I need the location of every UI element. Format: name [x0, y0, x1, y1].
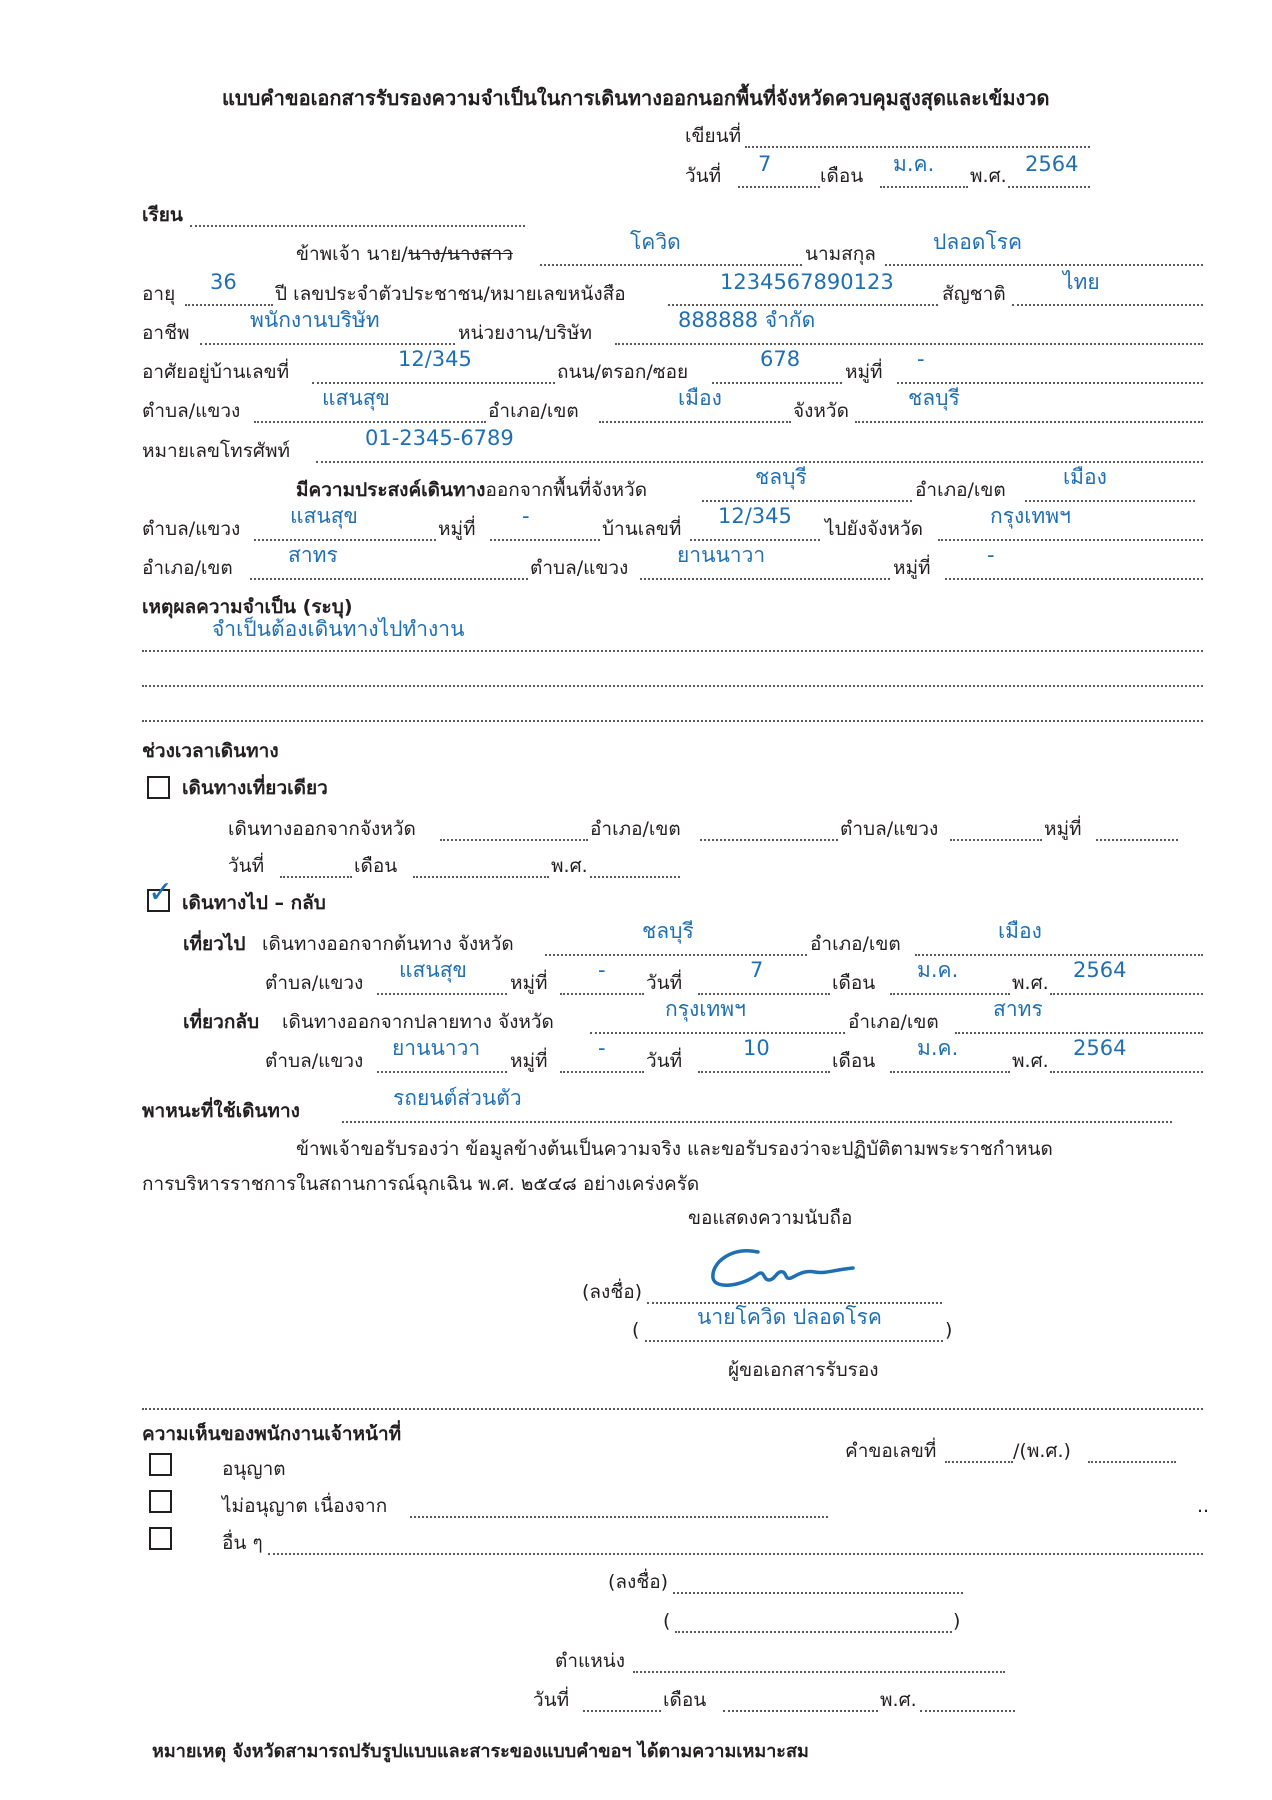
- return-date-line[interactable]: [698, 1071, 830, 1073]
- surname-value: ปลอดโรค: [933, 230, 1023, 254]
- applicant-signature: [703, 1240, 863, 1300]
- return-province-line[interactable]: [590, 1032, 845, 1034]
- intent-province-value: ชลบุรี: [755, 465, 807, 489]
- officer-position-line[interactable]: [633, 1671, 1005, 1673]
- outbound-province-line[interactable]: [545, 954, 807, 956]
- intent-to-district-value: สาทร: [288, 543, 338, 567]
- year-line[interactable]: [1008, 186, 1090, 188]
- phone-value: 01-2345-6789: [365, 426, 514, 450]
- return-month-line[interactable]: [890, 1071, 1010, 1073]
- vehicle-value: รถยนต์ส่วนตัว: [393, 1086, 522, 1110]
- outbound-label: เที่ยวไป: [183, 933, 246, 955]
- date-line[interactable]: [738, 186, 820, 188]
- return-year-line[interactable]: [1050, 1071, 1203, 1073]
- applicant-role: ผู้ขอเอกสารรับรอง: [728, 1359, 879, 1381]
- company-value: 888888 จำกัด: [678, 308, 816, 332]
- officer-date-label: วันที่: [533, 1689, 570, 1711]
- intent-district-value: เมือง: [1063, 465, 1107, 489]
- intent-to-subdistrict-value: ยานนาวา: [677, 543, 766, 567]
- request-no-year-line[interactable]: [1088, 1461, 1176, 1463]
- one-way-subdistrict-label: ตำบล/แขวง: [840, 818, 939, 840]
- officer-label: ความเห็นของพนักงานเจ้าหน้าที่: [142, 1423, 402, 1445]
- intent-subdistrict-value: แสนสุข: [290, 504, 358, 528]
- officer-date-line[interactable]: [583, 1710, 661, 1712]
- phone-label: หมายเลขโทรศัพท์: [142, 440, 291, 462]
- return-district-label: อำเภอ/เขต: [848, 1011, 939, 1033]
- return-moo-label: หมู่ที่: [510, 1050, 548, 1072]
- officer-sign-label: (ลงชื่อ): [608, 1571, 669, 1593]
- other-line[interactable]: [268, 1553, 1203, 1555]
- occupation-value: พนักงานบริษัท: [250, 308, 380, 332]
- outbound-month-value: ม.ค.: [917, 958, 959, 982]
- form-title: แบบคำขอเอกสารรับรองความจำเป็นในการเดินทางออกนอกพื้นที่จังหวัดควบคุมสูงสุดและเข้มงวด: [222, 86, 1050, 110]
- occupation-label: อาชีพ: [142, 322, 190, 344]
- one-way-date-label: วันที่: [228, 855, 265, 877]
- one-way-province-line[interactable]: [440, 839, 588, 841]
- applicant-name-value: นายโควิด ปลอดโรค: [697, 1305, 882, 1329]
- intent-house-value: 12/345: [718, 504, 792, 528]
- other-label: อื่น ๆ: [222, 1532, 263, 1554]
- outbound-subdistrict-value: แสนสุข: [399, 958, 467, 982]
- one-way-month-line[interactable]: [413, 876, 549, 878]
- one-way-year-line[interactable]: [590, 876, 680, 878]
- declaration-line-2: การบริหารราชการในสถานการณ์ฉุกเฉิน พ.ศ. ๒๕๔๘ อย่างเคร่งครัด: [142, 1173, 700, 1195]
- outbound-date-value: 7: [750, 958, 764, 982]
- intent-to-district-label: อำเภอ/เขต: [142, 557, 233, 579]
- officer-name-close: ): [953, 1610, 961, 1632]
- province-value: ชลบุรี: [908, 386, 960, 410]
- moo-label: หมู่ที่: [845, 361, 883, 383]
- officer-month-line[interactable]: [723, 1710, 878, 1712]
- officer-position-label: ตำแหน่ง: [555, 1650, 626, 1672]
- age-label: อายุ: [142, 283, 176, 305]
- outbound-year-value: 2564: [1073, 958, 1127, 982]
- outbound-moo-value: -: [598, 958, 606, 982]
- year-label: พ.ศ.: [970, 165, 1007, 187]
- outbound-province-value: ชลบุรี: [642, 919, 694, 943]
- first-name-value: โควิด: [630, 230, 681, 254]
- province-label: จังหวัด: [793, 400, 849, 422]
- one-way-moo-label: หมู่ที่: [1044, 818, 1082, 840]
- intent-to-province-label: ไปยังจังหวัด: [825, 518, 923, 540]
- applicant-sign-label: (ลงชื่อ): [582, 1281, 643, 1303]
- return-subdistrict-value: ยานนาวา: [392, 1036, 481, 1060]
- district-line[interactable]: [599, 421, 791, 423]
- applicant-name-line[interactable]: [645, 1340, 943, 1342]
- respect-closing: ขอแสดงความนับถือ: [688, 1207, 853, 1229]
- intent-moo-label: หมู่ที่: [438, 518, 476, 540]
- to-label: เรียน: [142, 204, 183, 226]
- officer-name-line[interactable]: [675, 1631, 952, 1633]
- reason-line-1[interactable]: [142, 650, 1203, 652]
- nationality-value: ไทย: [1063, 270, 1100, 294]
- period-label: ช่วงเวลาเดินทาง: [142, 740, 279, 762]
- month-value: ม.ค.: [893, 152, 935, 176]
- vehicle-line[interactable]: [342, 1121, 1172, 1123]
- other-checkbox[interactable]: [149, 1527, 172, 1550]
- outbound-from-label: เดินทางออกจากต้นทาง จังหวัด: [262, 933, 514, 955]
- one-way-from-label: เดินทางออกจากจังหวัด: [228, 818, 416, 840]
- outbound-district-line[interactable]: [915, 954, 1203, 956]
- company-label: หน่วยงาน/บริษัท: [458, 322, 592, 344]
- nationality-line[interactable]: [1012, 304, 1203, 306]
- deny-checkbox[interactable]: [149, 1490, 172, 1513]
- round-trip-label: เดินทางไป – กลับ: [182, 892, 326, 914]
- intent-to-moo-value: -: [987, 543, 995, 567]
- outbound-month-line[interactable]: [890, 993, 1010, 995]
- age-value: 36: [210, 270, 237, 294]
- month-label: เดือน: [820, 165, 864, 187]
- intent-house-line[interactable]: [690, 539, 820, 541]
- intent-to-subdistrict-label: ตำบล/แขวง: [530, 557, 629, 579]
- applicant-sign-line[interactable]: [647, 1302, 942, 1304]
- applicant-name-open: (: [632, 1319, 640, 1341]
- intent-to-district-line[interactable]: [250, 578, 528, 580]
- intent-to-moo-label: หมู่ที่: [893, 557, 931, 579]
- return-date-label: วันที่: [646, 1050, 683, 1072]
- intent-to-moo-line[interactable]: [945, 578, 1203, 580]
- intent-subdistrict-label: ตำบล/แขวง: [142, 518, 241, 540]
- approve-label: อนุญาต: [222, 1458, 286, 1480]
- return-date-value: 10: [743, 1036, 770, 1060]
- road-line[interactable]: [712, 382, 842, 384]
- company-line[interactable]: [615, 343, 1203, 345]
- id-line[interactable]: [668, 304, 938, 306]
- intent-district-line[interactable]: [1025, 500, 1195, 502]
- footer-note: หมายเหตุ จังหวัดสามารถปรับรูปแบบและสาระของแบบคำขอฯ ได้ตามความเหมาะสม: [152, 1741, 809, 1762]
- outbound-moo-line[interactable]: [560, 993, 644, 995]
- year-value: 2564: [1025, 152, 1079, 176]
- return-district-line[interactable]: [955, 1032, 1203, 1034]
- outbound-district-label: อำเภอ/เขต: [810, 933, 901, 955]
- request-no-label: คำขอเลขที่: [845, 1440, 937, 1462]
- road-value: 678: [760, 347, 801, 371]
- outbound-year-label: พ.ศ.: [1012, 972, 1049, 994]
- subdistrict-line[interactable]: [254, 421, 486, 423]
- intent-moo-line[interactable]: [490, 539, 600, 541]
- request-no-line[interactable]: [945, 1461, 1013, 1463]
- outbound-subdistrict-line[interactable]: [377, 993, 507, 995]
- return-province-value: กรุงเทพฯ: [665, 997, 746, 1021]
- return-from-label: เดินทางออกจากปลายทาง จังหวัด: [282, 1011, 554, 1033]
- id-value: 1234567890123: [720, 270, 894, 294]
- officer-year-label: พ.ศ.: [880, 1689, 917, 1711]
- deny-label: ไม่อนุญาต เนื่องจาก: [222, 1495, 388, 1517]
- separator-line: [142, 1408, 1203, 1410]
- age-line[interactable]: [185, 304, 273, 306]
- intent-district-label: อำเภอ/เขต: [915, 479, 1006, 501]
- outbound-date-line[interactable]: [698, 993, 830, 995]
- month-line[interactable]: [880, 186, 968, 188]
- to-line[interactable]: [190, 225, 525, 227]
- one-way-moo-line[interactable]: [1096, 839, 1178, 841]
- return-subdistrict-label: ตำบล/แขวง: [265, 1050, 364, 1072]
- declaration-line-1: ข้าพเจ้าขอรับรองว่า ข้อมูลข้างต้นเป็นความจริง และขอรับรองว่าจะปฏิบัติตามพระราชกำหนด: [296, 1138, 1053, 1160]
- return-moo-line[interactable]: [560, 1071, 644, 1073]
- house-label: อาศัยอยู่บ้านเลขที่: [142, 361, 290, 383]
- written-at-label: เขียนที่: [685, 125, 742, 147]
- request-no-year-label: /(พ.ศ.): [1013, 1440, 1071, 1462]
- road-label: ถนน/ตรอก/ซอย: [557, 361, 689, 383]
- date-value: 7: [758, 152, 772, 176]
- applicant-name-close: ): [945, 1319, 953, 1341]
- vehicle-label: พาหนะที่ใช้เดินทาง: [142, 1100, 300, 1122]
- outbound-subdistrict-label: ตำบล/แขวง: [265, 972, 364, 994]
- district-label: อำเภอ/เขต: [488, 400, 579, 422]
- intent-to-province-line[interactable]: [938, 539, 1203, 541]
- approve-checkbox[interactable]: [149, 1453, 172, 1476]
- outbound-date-label: วันที่: [646, 972, 683, 994]
- officer-name-open: (: [663, 1610, 671, 1632]
- outbound-district-value: เมือง: [998, 919, 1042, 943]
- deny-reason-line[interactable]: [410, 1516, 828, 1518]
- outbound-year-line[interactable]: [1050, 993, 1203, 995]
- occupation-line[interactable]: [200, 343, 455, 345]
- officer-year-line[interactable]: [920, 1710, 1015, 1712]
- applicant-intro: ข้าพเจ้า นาย/นาง/นางสาว: [296, 243, 513, 265]
- one-way-year-label: พ.ศ.: [551, 855, 588, 877]
- intent-subdistrict-line[interactable]: [254, 539, 436, 541]
- one-way-district-line[interactable]: [700, 839, 838, 841]
- return-month-label: เดือน: [832, 1050, 876, 1072]
- deny-trailing-dots: ..: [1197, 1495, 1210, 1517]
- return-year-label: พ.ศ.: [1012, 1050, 1049, 1072]
- officer-month-label: เดือน: [663, 1689, 707, 1711]
- intent-label: มีความประสงค์เดินทางออกจากพื้นที่จังหวัด: [296, 479, 648, 501]
- moo-line[interactable]: [897, 382, 1203, 384]
- one-way-checkbox[interactable]: [147, 776, 170, 799]
- phone-line[interactable]: [316, 461, 1203, 463]
- province-line[interactable]: [855, 421, 1203, 423]
- one-way-district-label: อำเภอ/เขต: [590, 818, 681, 840]
- reason-value: จำเป็นต้องเดินทางไปทำงาน: [212, 617, 465, 641]
- district-value: เมือง: [678, 386, 722, 410]
- date-label: วันที่: [685, 165, 722, 187]
- subdistrict-value: แสนสุข: [322, 386, 390, 410]
- one-way-month-label: เดือน: [354, 855, 398, 877]
- return-month-value: ม.ค.: [917, 1036, 959, 1060]
- house-line[interactable]: [312, 382, 555, 384]
- intent-moo-value: -: [522, 504, 530, 528]
- reason-label: เหตุผลความจำเป็น (ระบุ): [142, 596, 353, 618]
- id-label: ปี เลขประจำตัวประชาชน/หมายเลขหนังสือ: [275, 283, 626, 305]
- house-value: 12/345: [398, 347, 472, 371]
- outbound-moo-label: หมู่ที่: [510, 972, 548, 994]
- return-label: เที่ยวกลับ: [183, 1011, 260, 1033]
- officer-sign-line[interactable]: [673, 1592, 963, 1594]
- surname-label: นามสกุล: [805, 243, 876, 265]
- surname-line[interactable]: [885, 264, 1203, 266]
- one-way-date-line[interactable]: [280, 876, 352, 878]
- one-way-label: เดินทางเที่ยวเดียว: [182, 777, 328, 799]
- return-district-value: สาทร: [993, 997, 1043, 1021]
- intent-to-province-value: กรุงเทพฯ: [990, 504, 1071, 528]
- intent-house-label: บ้านเลขที่: [602, 518, 682, 540]
- intent-to-subdistrict-line[interactable]: [640, 578, 890, 580]
- nationality-label: สัญชาติ: [942, 283, 1006, 305]
- written-at-line[interactable]: [745, 146, 1090, 148]
- reason-line-2[interactable]: [142, 685, 1203, 687]
- intent-province-line[interactable]: [702, 500, 912, 502]
- reason-line-3[interactable]: [142, 720, 1203, 722]
- one-way-subdistrict-line[interactable]: [950, 839, 1042, 841]
- check-icon: ✓: [148, 875, 174, 910]
- return-subdistrict-line[interactable]: [377, 1071, 507, 1073]
- return-moo-value: -: [598, 1036, 606, 1060]
- return-year-value: 2564: [1073, 1036, 1127, 1060]
- moo-value: -: [917, 347, 925, 371]
- outbound-month-label: เดือน: [832, 972, 876, 994]
- subdistrict-label: ตำบล/แขวง: [142, 400, 241, 422]
- first-name-line[interactable]: [540, 264, 802, 266]
